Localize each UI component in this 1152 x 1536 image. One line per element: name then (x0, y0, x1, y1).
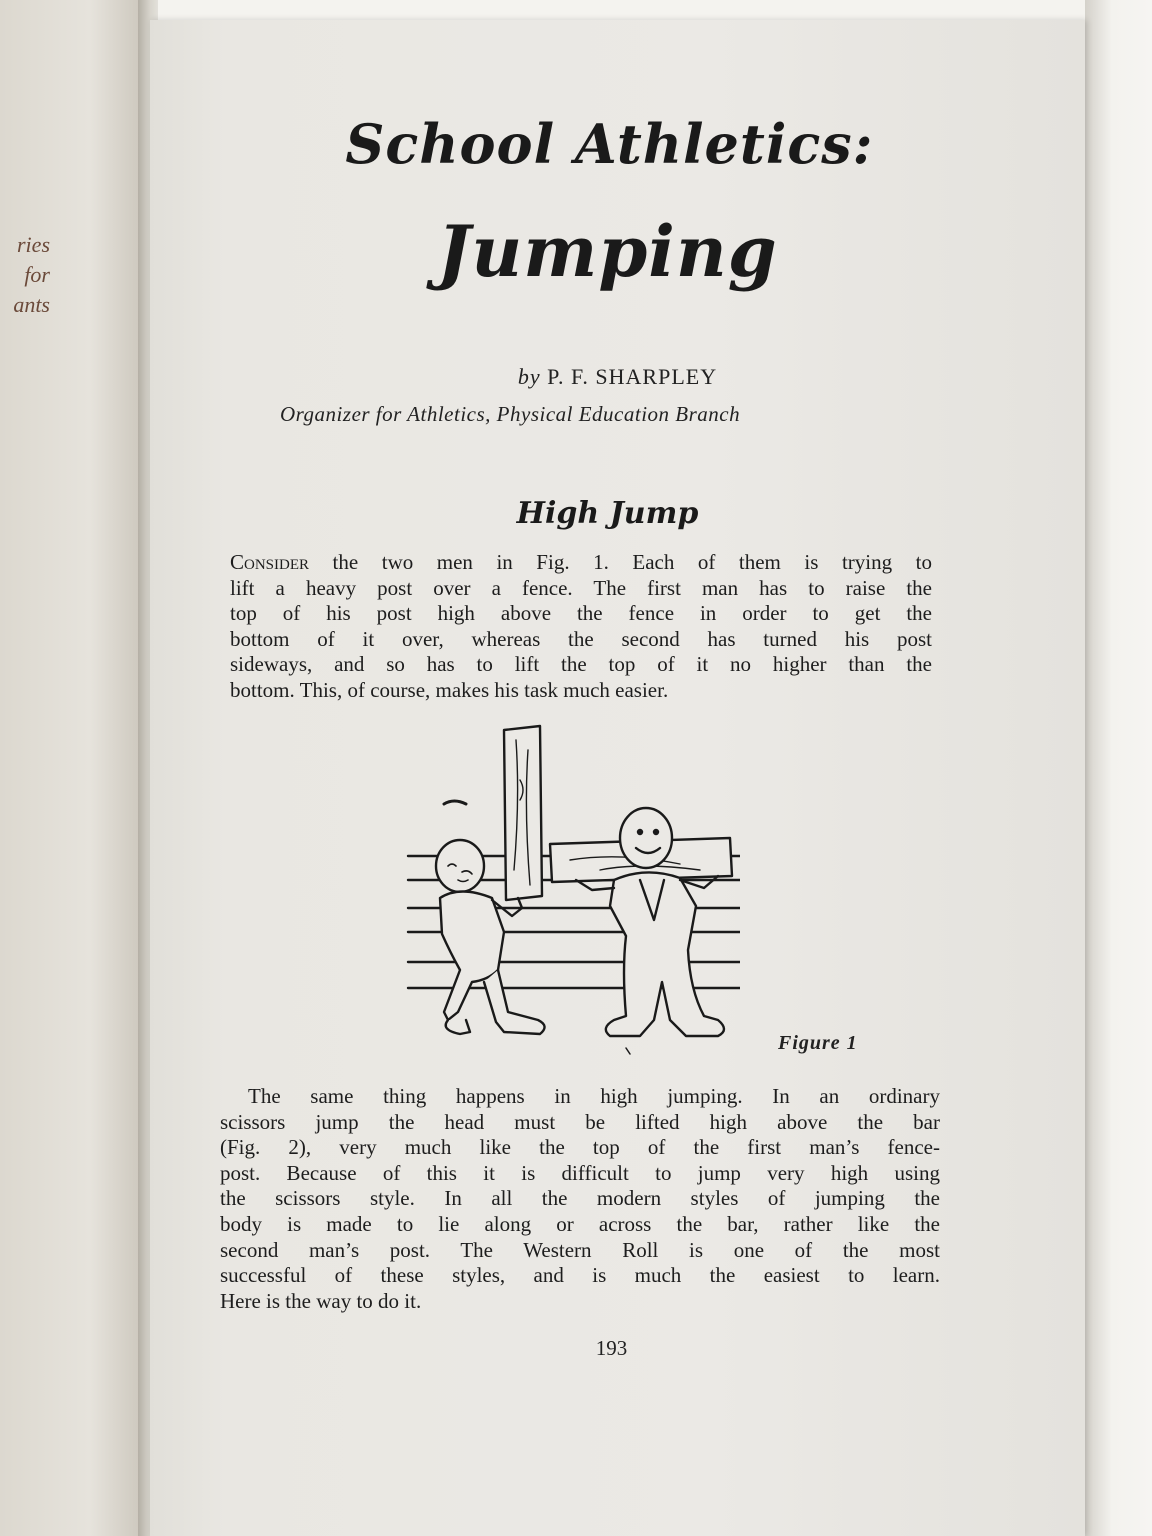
byline-prefix: by (517, 364, 541, 389)
article-title-line-1: School Athletics: (345, 112, 874, 176)
previous-page-text-fragment (13, 230, 50, 320)
fragment-line: ries (17, 232, 50, 257)
paragraph-line: bottom. This, of course, makes his task much easier. (230, 677, 669, 702)
section-heading: High Jump (516, 496, 699, 531)
paragraph-1 (230, 550, 932, 704)
paragraph-line: scissors jump the head must be lifted high above the bar (220, 1109, 940, 1134)
paragraph-line: bottom of it over, whereas the second has turned his post (230, 626, 932, 651)
previous-page (0, 0, 150, 1536)
paragraph-line: successful of these styles, and is much the easiest to learn. (220, 1263, 940, 1288)
ink-mark (626, 1048, 630, 1054)
paragraph-line: the scissors style. In all the modern styles of jumping the (220, 1186, 940, 1211)
lead-word: Consider (230, 550, 310, 574)
paragraph-line: second man’s post. The Western Roll is one of the most (220, 1237, 940, 1262)
figure-caption: Figure 1 (778, 1032, 858, 1054)
paragraph-line-text: the two men in Fig. 1. Each of them is trying to (309, 550, 932, 574)
paragraph-line: (Fig. 2), very much like the top of the first man’s fence- (220, 1135, 940, 1160)
fragment-line: ants (13, 292, 50, 317)
article-title-line-2: Jumping (437, 210, 778, 293)
paragraph-line: sideways, and so has to lift the top of it no higher than the (230, 652, 932, 677)
paragraph-line (230, 550, 932, 576)
page-number: 193 (595, 1336, 628, 1360)
vertical-post (504, 726, 542, 900)
paragraph-line: body is made to lie along or across the bar, rather like the (220, 1211, 940, 1236)
paragraph-line: Here is the way to do it. (220, 1288, 422, 1313)
fragment-line: for (24, 262, 50, 287)
figure-1-illustration (400, 720, 740, 1060)
page-edge (1085, 0, 1152, 1536)
paragraph-line: post. Because of this it is difficult to jump very high using (220, 1160, 940, 1185)
paragraph-line: top of his post high above the fence in order to get the (230, 601, 932, 626)
paragraph-line: lift a heavy post over a fence. The first man has to raise the (230, 575, 932, 600)
author-name: P. F. SHARPLEY (547, 364, 718, 389)
article-page (150, 20, 1085, 1536)
ink-mark (444, 801, 466, 804)
author-affiliation: Organizer for Athletics, Physical Education Branch (280, 402, 741, 426)
paragraph-2 (220, 1084, 940, 1314)
paragraph-line: The same thing happens in high jumping. In an ordinary (248, 1084, 940, 1108)
byline (150, 364, 1085, 390)
